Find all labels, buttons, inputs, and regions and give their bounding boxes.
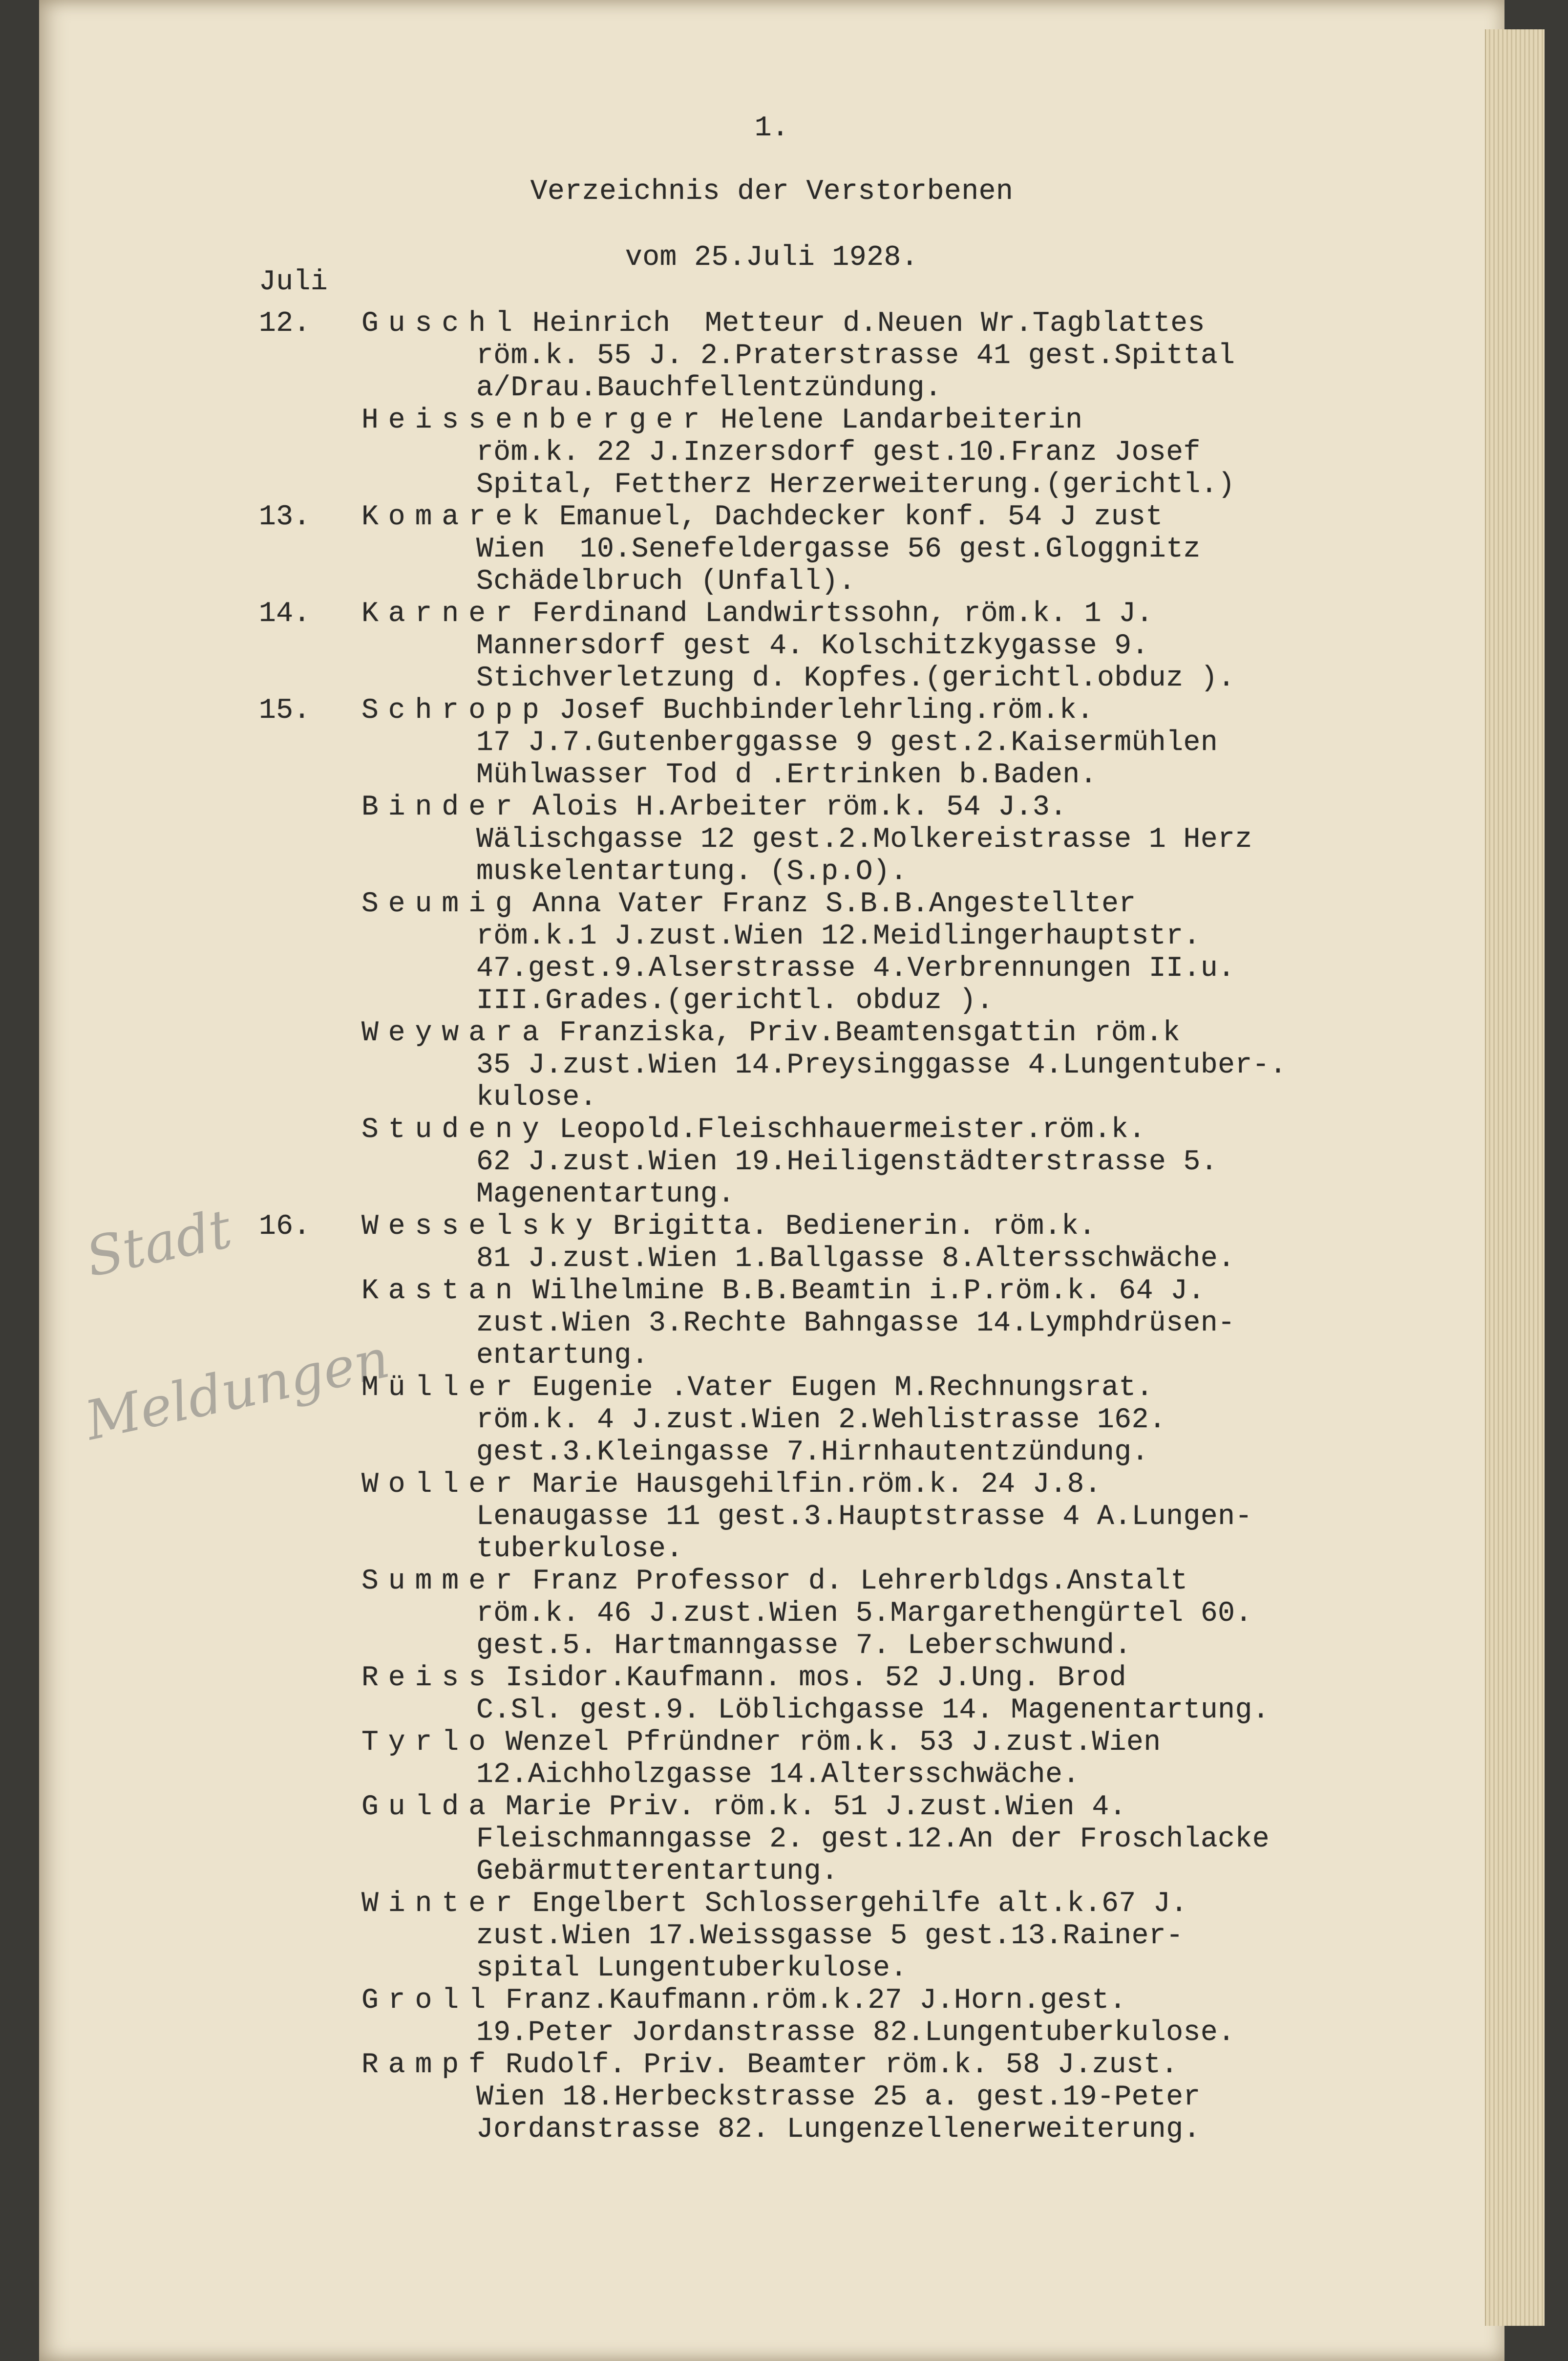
entry-surname: Seumig — [361, 888, 522, 920]
entry-line: röm.k. 46 J.zust.Wien 5.Margarethengürtel 60. — [476, 1598, 1252, 1630]
entry-surname: Guschl — [361, 308, 522, 340]
document-page — [39, 0, 1504, 2361]
entry-line: 62 J.zust.Wien 19.Heiligenstädterstrasse 5. — [476, 1146, 1218, 1178]
entry-day: 13. — [259, 501, 311, 533]
entry-line: III.Grades.(gerichtl. obduz ). — [476, 985, 994, 1017]
page-edges — [1485, 29, 1545, 2326]
entry-first-line: Helene Landarbeiterin — [720, 405, 1083, 436]
entry-first-line: Marie Hausgehilfin.röm.k. 24 J.8. — [532, 1469, 1102, 1501]
entry-line: gest.5. Hartmanngasse 7. Leberschwund. — [476, 1630, 1132, 1662]
entry-surname: Schropp — [361, 695, 549, 727]
entry-surname: Woller — [361, 1469, 522, 1501]
entry-first-line: Ferdinand Landwirtssohn, röm.k. 1 J. — [532, 598, 1154, 630]
entry-line: Mannersdorf gest 4. Kolschitzkygasse 9. — [476, 630, 1149, 662]
entry-line: Magenentartung. — [476, 1179, 735, 1210]
entry-surname: Winter — [361, 1888, 522, 1920]
entry-line: 81 J.zust.Wien 1.Ballgasse 8.Altersschwäche. — [476, 1243, 1235, 1275]
entry-line: gest.3.Kleingasse 7.Hirnhautentzündung. — [476, 1437, 1149, 1468]
entry-line: muskelentartung. (S.p.O). — [476, 856, 908, 888]
entry-first-line: Rudolf. Priv. Beamter röm.k. 58 J.zust. — [506, 2049, 1178, 2081]
entry-surname: Groll — [361, 1985, 496, 2017]
entry-first-line: Wenzel Pfründner röm.k. 53 J.zust.Wien — [506, 1727, 1161, 1759]
entry-first-line: Heinrich Metteur d.Neuen Wr.Tagblattes — [532, 308, 1205, 340]
entry-first-line: Franziska, Priv.Beamtensgattin röm.k — [559, 1017, 1181, 1049]
entry-first-line: Brigitta. Bedienerin. röm.k. — [613, 1211, 1096, 1243]
entry-line: Wien 18.Herbeckstrasse 25 a. gest.19-Peter — [476, 2082, 1201, 2113]
entry-first-line: Marie Priv. röm.k. 51 J.zust.Wien 4. — [506, 1791, 1127, 1823]
entry-line: Wälischgasse 12 gest.2.Molkereistrasse 1 Herz — [476, 824, 1252, 856]
entry-line: Spital, Fettherz Herzerweiterung.(gerichtl.) — [476, 469, 1235, 501]
entry-line: Schädelbruch (Unfall). — [476, 566, 856, 598]
entry-first-line: Franz Professor d. Lehrerbldgs.Anstalt — [532, 1566, 1188, 1597]
entry-day: 16. — [259, 1211, 311, 1243]
entry-surname: Wesselsky — [361, 1211, 603, 1243]
entry-line: röm.k. 55 J. 2.Praterstrasse 41 gest.Spittal — [476, 340, 1235, 372]
entry-surname: Reiss — [361, 1662, 496, 1694]
entry-first-line: Anna Vater Franz S.B.B.Angestellter — [532, 888, 1136, 920]
entry-line: Mühlwasser Tod d .Ertrinken b.Baden. — [476, 759, 1098, 791]
entry-first-line: Franz.Kaufmann.röm.k.27 J.Horn.gest. — [506, 1985, 1127, 2017]
entry-surname: Studeny — [361, 1114, 549, 1146]
entry-surname: Müller — [361, 1372, 522, 1404]
entry-line: Lenaugasse 11 gest.3.Hauptstrasse 4 A.Lungen- — [476, 1501, 1252, 1533]
entry-line: 47.gest.9.Alserstrasse 4.Verbrennungen II.u. — [476, 953, 1235, 985]
margin-note-line-2: Meldungen — [80, 1327, 395, 1453]
entry-line: C.Sl. gest.9. Löblichgasse 14. Magenentartung. — [476, 1695, 1270, 1726]
entry-line: 12.Aichholzgasse 14.Altersschwäche. — [476, 1759, 1080, 1791]
entry-line: röm.k. 22 J.Inzersdorf gest.10.Franz Josef — [476, 437, 1201, 469]
entry-line: zust.Wien 3.Rechte Bahngasse 14.Lymphdrüsen- — [476, 1308, 1235, 1339]
entry-line: zust.Wien 17.Weissgasse 5 gest.13.Rainer- — [476, 1920, 1184, 1952]
entry-day: 14. — [259, 598, 311, 630]
entry-day: 15. — [259, 695, 311, 727]
entry-line: 19.Peter Jordanstrasse 82.Lungentuberkulose. — [476, 2017, 1235, 2049]
document-title: Verzeichnis der Verstorbenen — [530, 176, 1014, 208]
entry-surname: Weywara — [361, 1017, 549, 1049]
entry-surname: Tyrlo — [361, 1727, 496, 1759]
entry-line: Wien 10.Senefeldergasse 56 gest.Gloggnitz — [476, 534, 1201, 565]
entry-first-line: Alois H.Arbeiter röm.k. 54 J.3. — [532, 792, 1067, 823]
entry-first-line: Eugenie .Vater Eugen M.Rechnungsrat. — [532, 1372, 1154, 1404]
entry-line: Fleischmanngasse 2. gest.12.An der Froschlacke — [476, 1824, 1270, 1855]
entry-surname: Summer — [361, 1566, 522, 1597]
month-label: Juli — [259, 266, 328, 298]
entry-line: a/Drau.Bauchfellentzündung. — [476, 372, 942, 404]
entry-line: spital Lungentuberkulose. — [476, 1953, 908, 1984]
entry-surname: Karner — [361, 598, 522, 630]
entry-line: 35 J.zust.Wien 14.Preysinggasse 4.Lungentuber-. — [476, 1050, 1287, 1081]
entry-surname: Gulda — [361, 1791, 496, 1823]
entry-surname: Binder — [361, 792, 522, 823]
entry-line: kulose. — [476, 1082, 597, 1114]
entry-line: 17 J.7.Gutenberggasse 9 gest.2.Kaisermühlen — [476, 727, 1218, 759]
entry-surname: Rampf — [361, 2049, 496, 2081]
entry-surname: Komarek — [361, 501, 549, 533]
entry-line: Stichverletzung d. Kopfes.(gerichtl.obduz ). — [476, 663, 1235, 694]
page-number: 1. — [754, 112, 789, 144]
entry-line: röm.k. 4 J.zust.Wien 2.Wehlistrasse 162. — [476, 1404, 1166, 1436]
entry-surname: Kastan — [361, 1275, 522, 1307]
entry-first-line: Leopold.Fleischhauermeister.röm.k. — [559, 1114, 1146, 1146]
entry-line: entartung. — [476, 1340, 649, 1372]
entry-line: tuberkulose. — [476, 1533, 683, 1565]
entry-first-line: Isidor.Kaufmann. mos. 52 J.Ung. Brod — [506, 1662, 1127, 1694]
entry-first-line: Wilhelmine B.B.Beamtin i.P.röm.k. 64 J. — [532, 1275, 1205, 1307]
entry-day: 12. — [259, 308, 311, 340]
document-subtitle: vom 25.Juli 1928. — [625, 242, 919, 274]
entry-first-line: Josef Buchbinderlehrling.röm.k. — [559, 695, 1094, 727]
entry-first-line: Emanuel, Dachdecker konf. 54 J zust — [559, 501, 1163, 533]
entry-line: röm.k.1 J.zust.Wien 12.Meidlingerhauptstr. — [476, 921, 1201, 952]
margin-note-line-1: Stadt — [80, 1197, 237, 1289]
entry-surname: Heissenberger — [361, 405, 710, 436]
entry-first-line: Engelbert Schlossergehilfe alt.k.67 J. — [532, 1888, 1188, 1920]
entry-line: Gebärmutterentartung. — [476, 1856, 839, 1888]
entry-line: Jordanstrasse 82. Lungenzellenerweiterung. — [476, 2114, 1201, 2146]
